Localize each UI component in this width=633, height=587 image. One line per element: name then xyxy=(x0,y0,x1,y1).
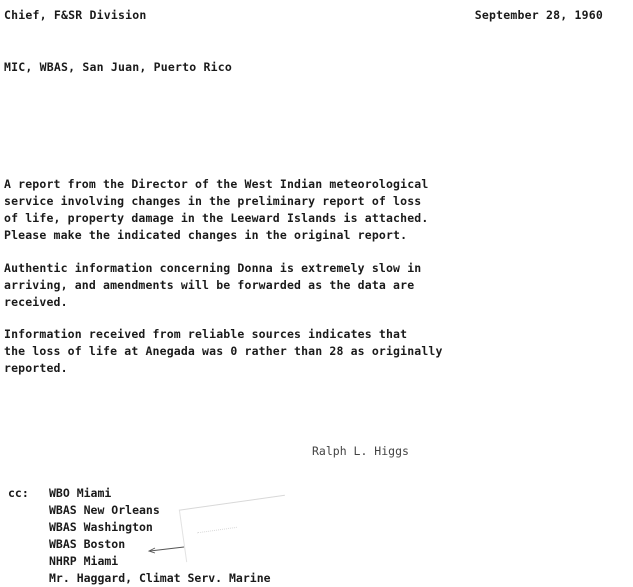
cc-recipient: WBAS Boston xyxy=(49,537,126,551)
body-paragraph-3 xyxy=(4,326,564,377)
paragraph-line: the loss of life at Anegada was 0 rather than 28 as originally xyxy=(4,344,443,358)
body-paragraph-2 xyxy=(4,260,564,311)
paragraph-line: Information received from reliable sources indicates that xyxy=(4,327,408,341)
paragraph-line: received. xyxy=(4,295,68,309)
cc-recipient: NHRP Miami xyxy=(49,554,119,568)
handwritten-arrow-icon xyxy=(146,544,186,554)
memo-date: September 28, 1960 xyxy=(474,8,603,22)
paragraph-line: of life, property damage in the Leeward Islands is attached. xyxy=(4,211,429,225)
signature: Ralph L. Higgs xyxy=(312,444,409,458)
memo-sender: MIC, WBAS, San Juan, Puerto Rico xyxy=(4,60,232,74)
paragraph-line: arriving, and amendments will be forwarded as the data are xyxy=(4,278,415,292)
paragraph-line: service involving changes in the preliminary report of loss xyxy=(4,194,422,208)
cc-recipient: WBO Miami xyxy=(49,486,112,500)
paragraph-line: A report from the Director of the West Indian meteorological xyxy=(4,177,429,191)
paragraph-line: Authentic information concerning Donna is extremely slow in xyxy=(4,261,422,275)
faded-stamp-text xyxy=(196,519,237,533)
cc-recipient: WBAS Washington xyxy=(49,520,153,534)
paragraph-line: Please make the indicated changes in the original report. xyxy=(4,228,408,242)
memo-recipient: Chief, F&SR Division xyxy=(4,8,147,22)
cc-label: cc: xyxy=(8,486,29,500)
body-paragraph-1 xyxy=(4,176,564,244)
cc-recipient: WBAS New Orleans xyxy=(49,503,160,517)
cc-recipient: Mr. Haggard, Climat Serv. Marine xyxy=(49,571,271,585)
paragraph-line: reported. xyxy=(4,361,68,375)
